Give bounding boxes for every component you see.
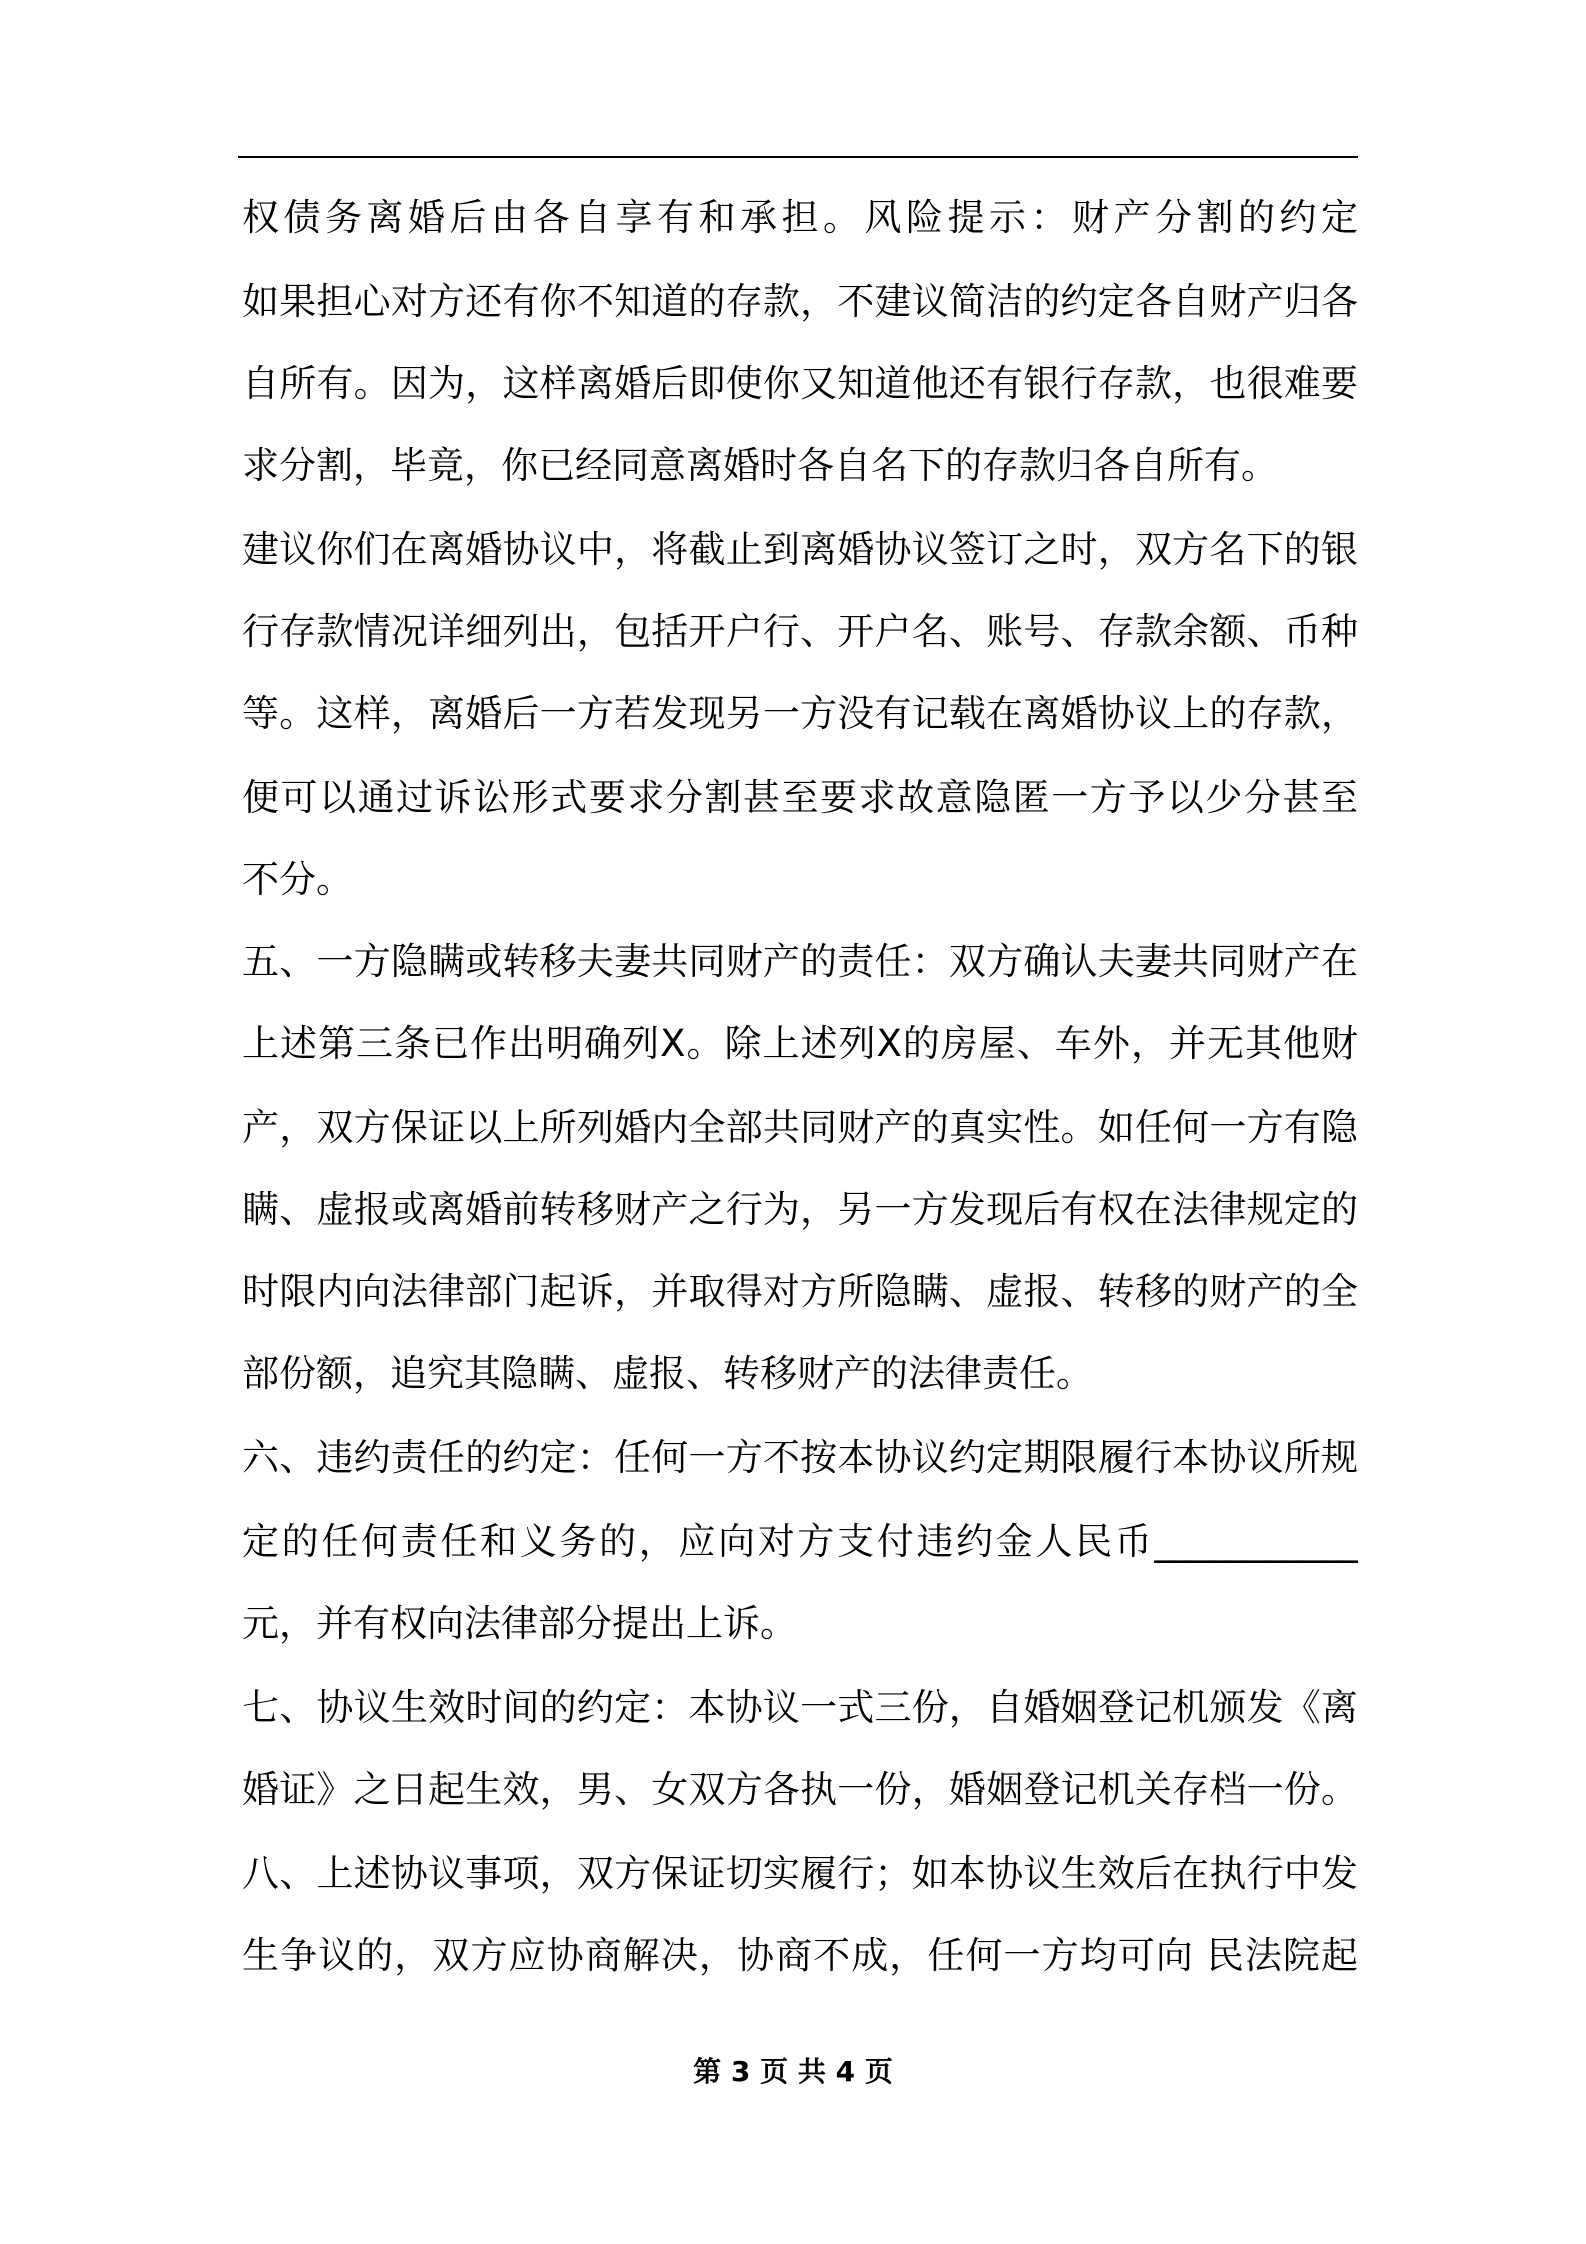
text-line: 如果担心对方还有你不知道的存款，不建议简洁的约定各自财产归各 xyxy=(242,280,1358,323)
text-line: 上述第三条已作出明确列X。除上述列X的房屋、车外，并无其他财 xyxy=(242,1022,1358,1065)
text-line: 时限内向法律部门起诉，并取得对方所隐瞒、虚报、转移的财产的全 xyxy=(242,1270,1358,1313)
text-line: 建议你们在离婚协议中，将截止到离婚协议签订之时，双方名下的银 xyxy=(242,528,1358,571)
text-line: 产，双方保证以上所列婚内全部共同财产的真实性。如任何一方有隐 xyxy=(242,1106,1358,1149)
text-line: 行存款情况详细列出，包括开户行、开户名、账号、存款余额、币种 xyxy=(242,610,1358,653)
text-line: 五、一方隐瞒或转移夫妻共同财产的责任：双方确认夫妻共同财产在 xyxy=(242,940,1358,983)
text-line: 不分。 xyxy=(242,858,353,901)
text-line: 六、违约责任的约定：任何一方不按本协议约定期限履行本协议所规 xyxy=(242,1436,1358,1479)
text-line: 元，并有权向法律部分提出上诉。 xyxy=(242,1602,797,1645)
text-line: 便可以通过诉讼形式要求分割甚至要求故意隐匿一方予以少分甚至 xyxy=(242,776,1358,819)
text-line: 等。这样，离婚后一方若发现另一方没有记载在离婚协议上的存款， xyxy=(242,692,1358,735)
text-line: 求分割，毕竟，你已经同意离婚时各自名下的存款归各自所有。 xyxy=(242,444,1278,487)
page-number-footer: 第 3 页 共 4 页 xyxy=(693,2055,893,2088)
text-line: 七、协议生效时间的约定：本协议一式三份，自婚姻登记机颁发《离 xyxy=(242,1686,1358,1729)
text-line: 部份额，追究其隐瞒、虚报、转移财产的法律责任。 xyxy=(242,1352,1093,1395)
text-line: 定的任何责任和义务的，应向对方支付违约金人民币___________ xyxy=(242,1520,1358,1563)
text-line: 权债务离婚后由各自享有和承担。风险提示：财产分割的约定 xyxy=(242,196,1358,239)
text-line: 八、上述协议事项，双方保证切实履行；如本协议生效后在执行中发 xyxy=(242,1852,1358,1895)
text-line: 生争议的，双方应协商解决，协商不成，任何一方均可向 民法院起 xyxy=(242,1934,1358,1977)
text-line: 婚证》之日起生效，男、女双方各执一份，婚姻登记机关存档一份。 xyxy=(242,1768,1358,1811)
text-line: 自所有。因为，这样离婚后即使你又知道他还有银行存款，也很难要 xyxy=(242,362,1358,405)
header-rule xyxy=(238,156,1358,158)
text-line: 瞒、虚报或离婚前转移财产之行为，另一方发现后有权在法律规定的 xyxy=(242,1188,1358,1231)
